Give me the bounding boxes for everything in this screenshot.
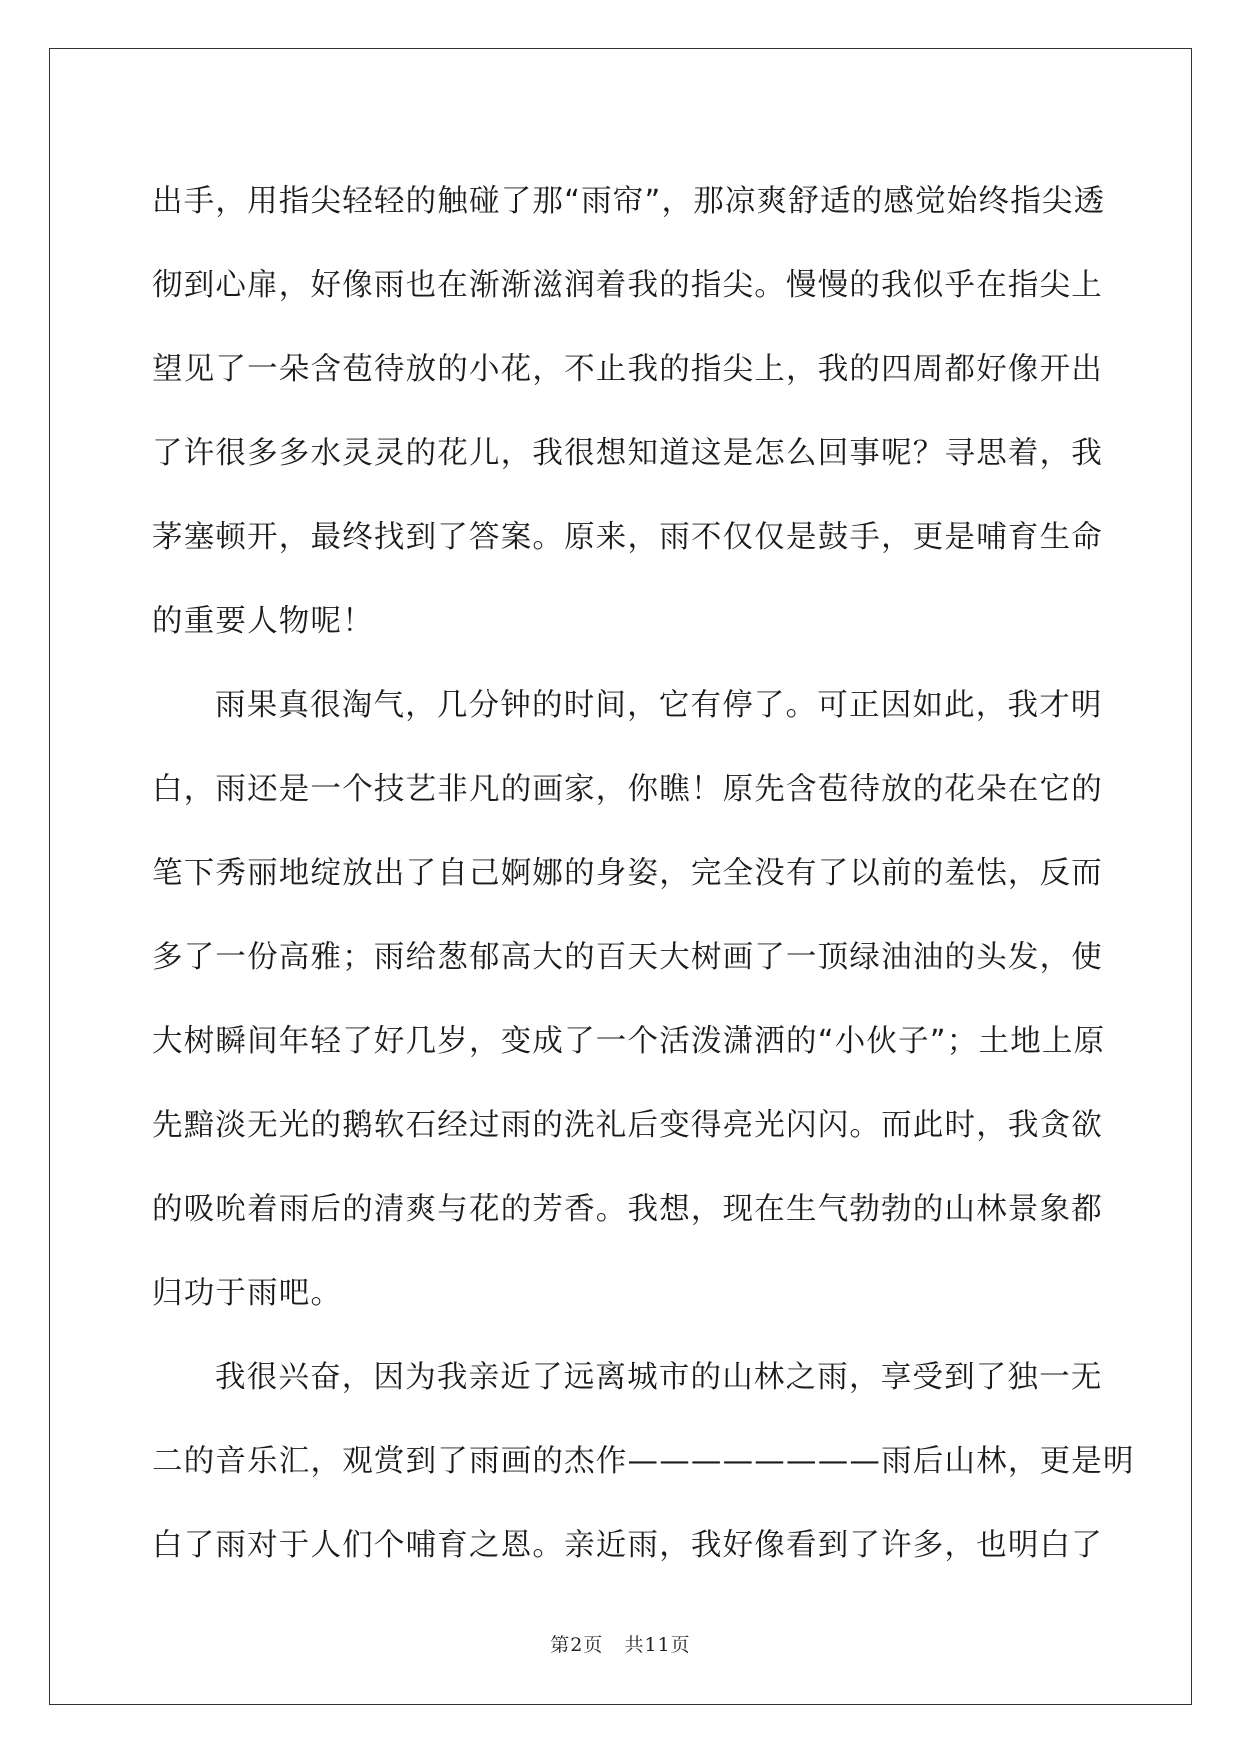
page-number: 第2页 共11页 [550,1634,691,1656]
text-line: 我很兴奋，因为我亲近了远离城市的山林之雨，享受到了独一无 [215,1360,1103,1395]
paragraph-1 [152,160,1106,664]
text-line: 二的音乐汇，观赏到了雨画的杰作————————雨后山林，更是明 [152,1444,1135,1479]
text-line: 大树瞬间年轻了好几岁，变成了一个活泼潇洒的“小伙子”；土地上原 [152,1024,1106,1059]
text-line: 茅塞顿开，最终找到了答案。原来，雨不仅仅是鼓手，更是哺育生命 [152,520,1103,555]
text-line: 望见了一朵含苞待放的小花，不止我的指尖上，我的四周都好像开出 [152,352,1103,387]
text-line: 白了雨对于人们个哺育之恩。亲近雨，我好像看到了许多，也明白了 [152,1528,1103,1563]
text-line: 雨果真很淘气，几分钟的时间，它有停了。可正因如此，我才明 [215,688,1103,723]
document-body [152,160,1135,1588]
paragraph-3 [152,1336,1135,1588]
text-line: 出手，用指尖轻轻的触碰了那“雨帘”，那凉爽舒适的感觉始终指尖透 [152,184,1106,219]
text-line: 的重要人物呢！ [152,604,374,639]
text-line: 笔下秀丽地绽放出了自己婀娜的身姿，完全没有了以前的羞怯，反而 [152,856,1103,891]
paragraph-2 [152,664,1106,1336]
text-line: 了许很多多水灵灵的花儿，我很想知道这是怎么回事呢？寻思着，我 [152,436,1103,471]
text-line: 先黯淡无光的鹅软石经过雨的洗礼后变得亮光闪闪。而此时，我贪欲 [152,1108,1103,1143]
text-line: 白，雨还是一个技艺非凡的画家，你瞧！原先含苞待放的花朵在它的 [152,772,1103,807]
text-line: 彻到心扉，好像雨也在渐渐滋润着我的指尖。慢慢的我似乎在指尖上 [152,268,1103,303]
text-line: 多了一份高雅；雨给葱郁高大的百天大树画了一顶绿油油的头发，使 [152,940,1103,975]
text-line: 归功于雨吧。 [152,1276,343,1311]
page-footer [0,1630,1241,1657]
text-line: 的吸吮着雨后的清爽与花的芳香。我想，现在生气勃勃的山林景象都 [152,1192,1103,1227]
